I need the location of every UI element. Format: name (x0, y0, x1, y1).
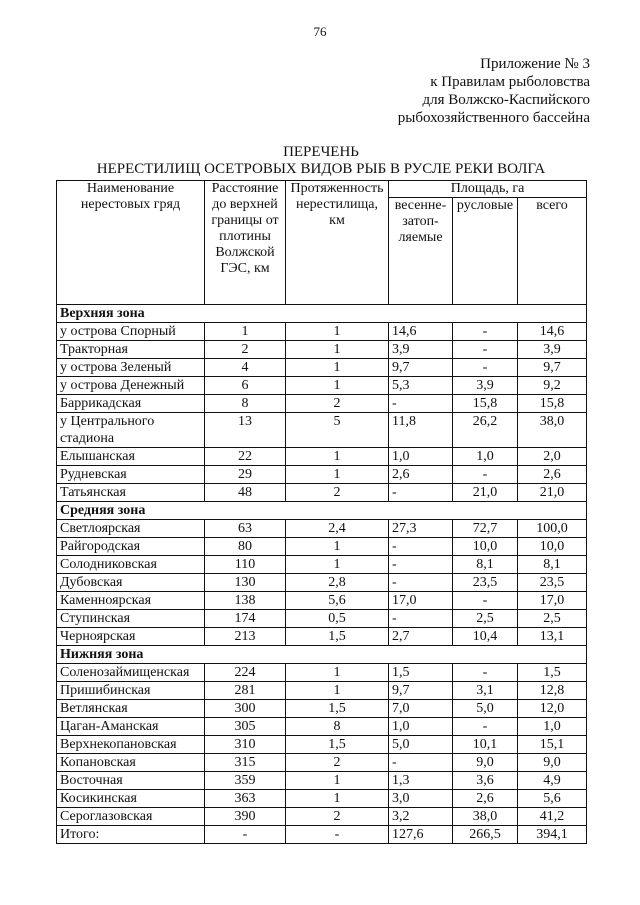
cell-river: 5,0 (453, 700, 518, 718)
cell-distance: 8 (205, 395, 286, 413)
cell-name: у острова Денежный (57, 377, 205, 395)
cell-river: - (453, 341, 518, 359)
cell-spring: 27,3 (389, 520, 453, 538)
cell-spring: - (389, 574, 453, 592)
table-row (57, 700, 587, 718)
cell-distance: 213 (205, 628, 286, 646)
cell-spring: - (389, 538, 453, 556)
cell-name: Дубовская (57, 574, 205, 592)
cell-total: 23,5 (518, 574, 587, 592)
cell-distance: 80 (205, 538, 286, 556)
appendix-line: для Волжско-Каспийского (422, 92, 590, 108)
cell-distance: 310 (205, 736, 286, 754)
cell-total: 41,2 (518, 808, 587, 826)
cell-length: 1 (286, 341, 389, 359)
cell-distance: 315 (205, 754, 286, 772)
cell-distance: 2 (205, 341, 286, 359)
cell-total: 13,1 (518, 628, 587, 646)
cell-spring: 127,6 (389, 826, 453, 844)
cell-distance: 359 (205, 772, 286, 790)
cell-distance: - (205, 826, 286, 844)
appendix-line: Приложение № 3 (480, 56, 590, 72)
cell-length: 2 (286, 484, 389, 502)
table-row (57, 592, 587, 610)
cell-length: 1 (286, 790, 389, 808)
header-name: Наименование нерестовых гряд (57, 181, 205, 305)
cell-length: 1 (286, 377, 389, 395)
cell-name: Восточная (57, 772, 205, 790)
cell-total: 2,5 (518, 610, 587, 628)
table-row (57, 790, 587, 808)
cell-distance: 110 (205, 556, 286, 574)
cell-river: 15,8 (453, 395, 518, 413)
cell-total: 17,0 (518, 592, 587, 610)
cell-river: - (453, 718, 518, 736)
cell-spring: 11,8 (389, 413, 453, 448)
cell-total: 394,1 (518, 826, 587, 844)
cell-river: 10,4 (453, 628, 518, 646)
cell-total: 100,0 (518, 520, 587, 538)
cell-name: Ступинская (57, 610, 205, 628)
table-row (57, 754, 587, 772)
cell-distance: 13 (205, 413, 286, 448)
cell-length: 2,8 (286, 574, 389, 592)
zone-title: Средняя зона (57, 502, 587, 520)
cell-spring: 2,6 (389, 466, 453, 484)
cell-total: 38,0 (518, 413, 587, 448)
table-row (57, 448, 587, 466)
table-row (57, 556, 587, 574)
cell-distance: 1 (205, 323, 286, 341)
cell-river: - (453, 359, 518, 377)
cell-distance: 63 (205, 520, 286, 538)
title-line: ПЕРЕЧЕНЬ (283, 144, 359, 160)
zone-title: Нижняя зона (57, 646, 587, 664)
cell-river: 1,0 (453, 448, 518, 466)
cell-length: 2 (286, 808, 389, 826)
zone-row (57, 646, 587, 664)
cell-total: 9,2 (518, 377, 587, 395)
cell-length: 1,5 (286, 736, 389, 754)
header-river: русловые (453, 198, 518, 305)
cell-length: 1 (286, 323, 389, 341)
cell-river: 23,5 (453, 574, 518, 592)
cell-name: Косикинская (57, 790, 205, 808)
cell-distance: 4 (205, 359, 286, 377)
spawning-grounds-table (56, 180, 587, 844)
cell-spring: 7,0 (389, 700, 453, 718)
document-title (56, 144, 586, 178)
cell-name: Баррикадская (57, 395, 205, 413)
cell-total: 21,0 (518, 484, 587, 502)
cell-spring: 1,5 (389, 664, 453, 682)
table-row (57, 772, 587, 790)
cell-distance: 6 (205, 377, 286, 395)
cell-river: - (453, 592, 518, 610)
table-row (57, 377, 587, 395)
cell-name: Татьянская (57, 484, 205, 502)
table-row (57, 808, 587, 826)
cell-total: 2,6 (518, 466, 587, 484)
table-row (57, 628, 587, 646)
cell-name: Итого: (57, 826, 205, 844)
cell-distance: 300 (205, 700, 286, 718)
cell-length: 1 (286, 538, 389, 556)
cell-river: 3,9 (453, 377, 518, 395)
cell-river: 26,2 (453, 413, 518, 448)
cell-total: 2,0 (518, 448, 587, 466)
header-total: всего (518, 198, 587, 305)
cell-length: 1 (286, 556, 389, 574)
cell-spring: 14,6 (389, 323, 453, 341)
cell-length: 5 (286, 413, 389, 448)
cell-total: 15,8 (518, 395, 587, 413)
cell-spring: - (389, 754, 453, 772)
header-spring: весенне-затоп-ляемые (389, 198, 453, 305)
table-row (57, 484, 587, 502)
cell-river: 3,1 (453, 682, 518, 700)
cell-total: 15,1 (518, 736, 587, 754)
cell-name: у острова Спорный (57, 323, 205, 341)
cell-river: 38,0 (453, 808, 518, 826)
table-row (57, 610, 587, 628)
table-row (57, 341, 587, 359)
cell-length: 1 (286, 772, 389, 790)
appendix-line: к Правилам рыболовства (430, 74, 590, 90)
title-line: НЕРЕСТИЛИЩ ОСЕТРОВЫХ ВИДОВ РЫБ В РУСЛЕ РЕКИ ВОЛГА (96, 161, 546, 177)
cell-river: 21,0 (453, 484, 518, 502)
page-number: 76 (313, 24, 327, 39)
cell-distance: 305 (205, 718, 286, 736)
cell-distance: 390 (205, 808, 286, 826)
cell-distance: 174 (205, 610, 286, 628)
cell-river: 2,5 (453, 610, 518, 628)
cell-length: 2 (286, 754, 389, 772)
cell-river: 10,0 (453, 538, 518, 556)
cell-name: Тракторная (57, 341, 205, 359)
cell-total: 12,0 (518, 700, 587, 718)
zone-title: Верхняя зона (57, 305, 587, 323)
cell-river: 2,6 (453, 790, 518, 808)
header-distance: Расстояние до верхней границы от плотины Волжской ГЭС, км (205, 181, 286, 305)
cell-total: 5,6 (518, 790, 587, 808)
cell-name: Райгородская (57, 538, 205, 556)
table-body (57, 305, 587, 844)
cell-total: 14,6 (518, 323, 587, 341)
cell-name: Цаган-Аманская (57, 718, 205, 736)
cell-distance: 22 (205, 448, 286, 466)
header-length: Протяженность нерестилища, км (286, 181, 389, 305)
table-row (57, 574, 587, 592)
cell-total: 1,0 (518, 718, 587, 736)
cell-total: 3,9 (518, 341, 587, 359)
cell-name: Копановская (57, 754, 205, 772)
cell-spring: 9,7 (389, 682, 453, 700)
cell-name: Черноярская (57, 628, 205, 646)
cell-name: Ветлянская (57, 700, 205, 718)
cell-distance: 363 (205, 790, 286, 808)
cell-distance: 130 (205, 574, 286, 592)
cell-river: - (453, 466, 518, 484)
header-area: Площадь, га (389, 181, 587, 198)
cell-spring: - (389, 556, 453, 574)
cell-length: 1,5 (286, 700, 389, 718)
cell-name: Елышанская (57, 448, 205, 466)
cell-length: 1 (286, 466, 389, 484)
cell-spring: 9,7 (389, 359, 453, 377)
cell-name: у Центрального стадиона (57, 413, 205, 448)
cell-name: у острова Зеленый (57, 359, 205, 377)
total-row (57, 826, 587, 844)
cell-total: 12,8 (518, 682, 587, 700)
cell-spring: 1,0 (389, 718, 453, 736)
appendix-line: рыбохозяйственного бассейна (397, 110, 590, 126)
table-row (57, 466, 587, 484)
cell-name: Светлоярская (57, 520, 205, 538)
appendix-note (398, 55, 590, 127)
cell-length: 0,5 (286, 610, 389, 628)
cell-spring: 3,0 (389, 790, 453, 808)
cell-spring: - (389, 395, 453, 413)
cell-total: 9,7 (518, 359, 587, 377)
table-row (57, 682, 587, 700)
cell-river: - (453, 664, 518, 682)
cell-spring: 3,2 (389, 808, 453, 826)
zone-row (57, 305, 587, 323)
cell-spring: 1,0 (389, 448, 453, 466)
cell-spring: 5,0 (389, 736, 453, 754)
cell-length: - (286, 826, 389, 844)
cell-total: 4,9 (518, 772, 587, 790)
cell-spring: 1,3 (389, 772, 453, 790)
cell-river: 8,1 (453, 556, 518, 574)
zone-row (57, 502, 587, 520)
cell-river: - (453, 323, 518, 341)
cell-distance: 48 (205, 484, 286, 502)
table-row (57, 538, 587, 556)
cell-spring: 2,7 (389, 628, 453, 646)
cell-length: 1,5 (286, 628, 389, 646)
cell-spring: - (389, 610, 453, 628)
cell-length: 2,4 (286, 520, 389, 538)
cell-river: 266,5 (453, 826, 518, 844)
cell-name: Солодниковская (57, 556, 205, 574)
cell-river: 9,0 (453, 754, 518, 772)
cell-spring: 3,9 (389, 341, 453, 359)
cell-length: 1 (286, 448, 389, 466)
cell-spring: - (389, 484, 453, 502)
cell-spring: 5,3 (389, 377, 453, 395)
cell-distance: 281 (205, 682, 286, 700)
cell-distance: 138 (205, 592, 286, 610)
cell-length: 1 (286, 664, 389, 682)
cell-name: Соленозаймищенская (57, 664, 205, 682)
table-row (57, 664, 587, 682)
cell-total: 1,5 (518, 664, 587, 682)
cell-name: Рудневская (57, 466, 205, 484)
table-header (57, 181, 587, 305)
cell-length: 8 (286, 718, 389, 736)
cell-name: Сероглазовская (57, 808, 205, 826)
cell-name: Пришибинская (57, 682, 205, 700)
cell-river: 72,7 (453, 520, 518, 538)
cell-total: 10,0 (518, 538, 587, 556)
cell-spring: 17,0 (389, 592, 453, 610)
cell-name: Верхнекопановская (57, 736, 205, 754)
table-row (57, 323, 587, 341)
table-row (57, 359, 587, 377)
cell-name: Каменноярская (57, 592, 205, 610)
table-row (57, 520, 587, 538)
cell-length: 2 (286, 395, 389, 413)
cell-river: 3,6 (453, 772, 518, 790)
cell-length: 1 (286, 682, 389, 700)
table-row (57, 718, 587, 736)
cell-length: 5,6 (286, 592, 389, 610)
cell-river: 10,1 (453, 736, 518, 754)
table-row (57, 413, 587, 448)
cell-length: 1 (286, 359, 389, 377)
cell-total: 9,0 (518, 754, 587, 772)
cell-distance: 29 (205, 466, 286, 484)
table-row (57, 736, 587, 754)
table-row (57, 395, 587, 413)
cell-distance: 224 (205, 664, 286, 682)
cell-total: 8,1 (518, 556, 587, 574)
